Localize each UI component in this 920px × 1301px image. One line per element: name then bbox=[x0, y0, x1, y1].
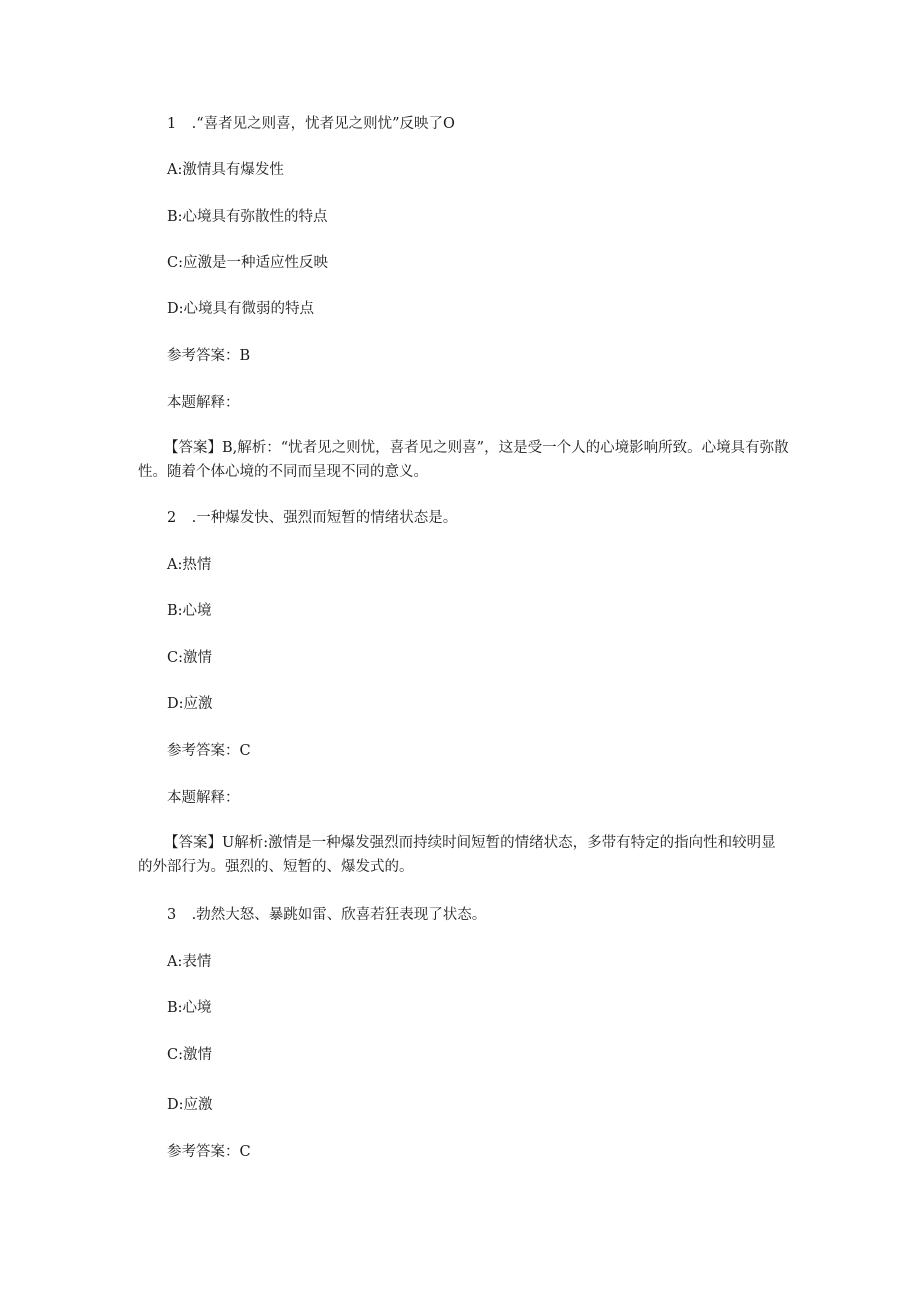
question-1-option-c: C:应激是一种适应性反映 bbox=[167, 255, 328, 271]
question-2-number: 2 bbox=[167, 510, 177, 526]
question-3-answer: 参考答案：C bbox=[167, 1144, 251, 1160]
question-1-option-b: B:心境具有弥散性的特点 bbox=[167, 209, 328, 225]
question-1-explanation-label: 本题解释： bbox=[167, 395, 240, 411]
question-2-option-a: A:热情 bbox=[167, 557, 212, 573]
question-1-number: 1 bbox=[167, 116, 177, 132]
question-2-option-d: D:应激 bbox=[167, 696, 213, 712]
question-1-answer: 参考答案：B bbox=[167, 348, 251, 364]
question-3-option-c: C:激情 bbox=[167, 1047, 212, 1063]
question-1-explanation-text: 【答案】B,解析：“忧者见之则忧，喜者见之则喜”，这是受一个人的心境影响所致。心境具有弥散性。随着个体心境的不同而呈现不同的意义。 bbox=[138, 440, 789, 480]
question-2-explanation bbox=[138, 831, 790, 879]
question-3-option-a: A:表情 bbox=[167, 954, 212, 970]
question-3-option-d: D:应激 bbox=[167, 1097, 213, 1113]
question-2-text: .一种爆发快、强烈而短暂的情绪状态是。 bbox=[191, 510, 458, 526]
question-2-stem bbox=[167, 508, 457, 528]
question-2-explanation-label: 本题解释： bbox=[167, 790, 240, 806]
question-1-text: .“喜者见之则喜，忧者见之则忧”反映了O bbox=[191, 116, 455, 132]
question-3-number: 3 bbox=[167, 907, 177, 923]
question-2-option-c: C:激情 bbox=[167, 650, 212, 666]
question-2-answer: 参考答案：C bbox=[167, 743, 251, 759]
question-1-explanation bbox=[138, 436, 790, 484]
question-2-explanation-text: 【答案】U解析:激情是一种爆发强烈而持续时间短暂的情绪状态，多带有特定的指向性和较明显的外部行为。强烈的、短暂的、爆发式的。 bbox=[138, 835, 776, 875]
question-1-stem bbox=[167, 114, 455, 134]
question-1-option-a: A:激情具有爆发性 bbox=[167, 162, 284, 178]
question-2-option-b: B:心境 bbox=[167, 603, 212, 619]
question-1-option-d: D:心境具有微弱的特点 bbox=[167, 301, 315, 317]
question-3-stem bbox=[167, 905, 486, 925]
question-3-option-b: B:心境 bbox=[167, 1000, 212, 1016]
question-3-text: .勃然大怒、暴跳如雷、欣喜若狂表现了状态。 bbox=[191, 907, 487, 923]
